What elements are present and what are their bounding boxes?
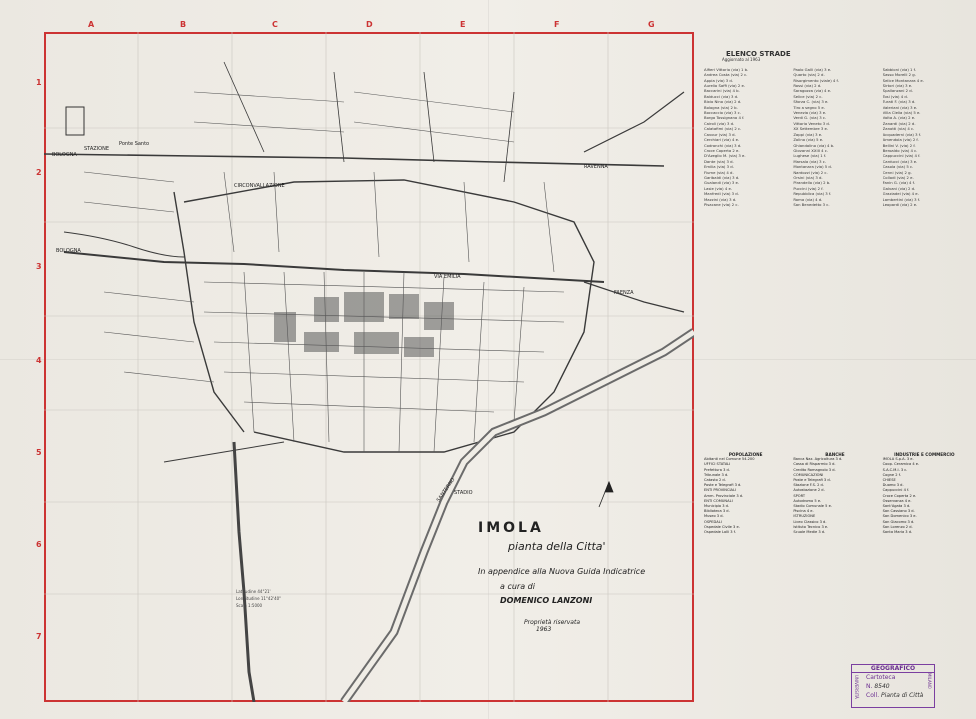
service-entry: Banca Naz. Agricoltura 3 d. [793, 457, 843, 462]
street-entry: Borgo Tossignano 4 f. [704, 115, 745, 121]
services-column-3 [883, 448, 966, 535]
map-title: IMOLA [478, 520, 544, 536]
street-entry: Valeriani (via) 3 e. [882, 104, 918, 110]
service-entry: Cogne 2 f. [882, 472, 901, 477]
station-label: STAZIONE [84, 146, 109, 152]
street-entry: Sirtori (via) 3 e. [882, 83, 913, 89]
service-entry: Biblioteca 3 d. [704, 509, 730, 514]
column-letter: A [88, 20, 95, 29]
guide-note: In appendice alla Nuova Guida Indicatrice [478, 567, 646, 576]
stadio-label: STADIO [454, 490, 473, 496]
street-entry: Zanotti (via) 4 c. [882, 126, 915, 132]
service-entry: SPORT [793, 493, 806, 498]
street-entry: Nardozzi (via) 2 c. [793, 169, 828, 175]
service-entry: COMUNICAZIONI [793, 472, 824, 477]
service-entry: Stadio Comunale 5 e. [793, 504, 832, 509]
street-entry: Acquaderni (via) 3 f. [882, 131, 922, 137]
map-title-block [478, 520, 678, 633]
river-inner [344, 332, 694, 702]
street-entry: Selice (via) 2 c. [793, 93, 823, 99]
street-entry: Galvani (via) 2 d. [882, 185, 916, 191]
service-entry: Osservanza 4 e. [882, 498, 912, 503]
row-number: 3 [36, 262, 42, 271]
service-entry: Piscina 4 e. [793, 509, 814, 514]
street-entry: Ghiandolino (via) 4 b. [793, 142, 835, 148]
coordinates-note [236, 588, 281, 609]
row-number: 5 [36, 448, 42, 457]
service-entry: Stazione F.S. 2 d. [793, 483, 824, 488]
street-entry: Bixio Nino (via) 2 d. [704, 99, 742, 105]
faenza-label: FAENZA [614, 290, 634, 296]
street-entry: Cappuccini (via) 4 f. [882, 153, 921, 159]
index-column-3 [883, 67, 966, 447]
street-entry: Lasie (via) 4 e. [704, 185, 732, 191]
service-entry: Liceo Classico 3 d. [793, 519, 827, 524]
services-index [704, 448, 966, 535]
street-entry: Dante (via) 3 d. [704, 158, 734, 164]
section-title: POPOLAZIONE [728, 452, 763, 457]
stamp-number-value: 8540 [874, 683, 890, 690]
row-number: 7 [36, 632, 42, 641]
longitude: Longitudine 11°42'40" [236, 596, 282, 601]
service-entry: Cassa di Risparmio 3 d. [793, 462, 836, 467]
map-subtitle: pianta della Citta' [508, 540, 606, 553]
street-entry: Cairoli (via) 3 d. [704, 120, 735, 126]
street-entry: Repubblica (via) 3 f. [793, 191, 832, 197]
service-entry: San Lorenzo 2 d. [882, 524, 913, 529]
street-entry: Paolo Galli (via) 3 e. [793, 66, 832, 72]
service-entry: Amm. Provinciale 3 d. [704, 493, 744, 498]
column-letter: G [648, 20, 655, 29]
street-entry: Marsala (via) 3 c. [793, 158, 827, 164]
street-entry: Graziadei (via) 4 e. [882, 191, 919, 197]
stamp-side-text: UNIVERSITÀ [854, 675, 859, 699]
service-entry: Ospedale Civile 3 e. [704, 524, 740, 529]
street-entry: Manfredi (via) 3 d. [704, 191, 739, 197]
street-entry: Calatafimi (via) 2 c. [704, 126, 742, 132]
street-entry: Pirandello (via) 2 b. [793, 180, 831, 186]
street-entry: Rossi (via) 2 d. [793, 83, 822, 89]
latitude: Latitudine 44°21' [236, 589, 271, 594]
street-entry: Pisacane (via) 2 c. [704, 201, 739, 207]
bologna-label: BOLOGNA [52, 152, 77, 158]
street-entry: Cerchiari (via) 4 e. [704, 137, 740, 143]
service-entry: Autostazione 2 d. [793, 488, 825, 493]
street-entry: Gualandi (via) 3 e. [704, 180, 740, 186]
row-number: 4 [36, 356, 42, 365]
street-entry: Carducci (via) 3 e. [882, 158, 918, 164]
street-entry: Lambertini (via) 3 f. [882, 196, 921, 202]
service-entry: UFFICI STATALI [704, 462, 731, 467]
street-entry: Sforza C. (via) 3 e. [793, 99, 829, 105]
service-entry: S.A.C.M.I. 3 c. [882, 467, 908, 472]
santerno-label: SANTERNO [435, 476, 457, 504]
stamp-header: GEOGRAFICO [852, 665, 934, 673]
street-entry: Zanardi (via) 2 d. [882, 120, 916, 126]
street-entry: Vittorio Veneto 3 d. [793, 120, 830, 126]
row-number: 6 [36, 540, 42, 549]
year-label: 1963 [536, 626, 552, 633]
compass-rose [599, 482, 613, 507]
street-entry: D'Azeglio M. (via) 3 e. [704, 153, 746, 159]
service-entry: Cappuccini 4 f. [882, 488, 910, 493]
street-index [704, 52, 966, 702]
services-column-2 [793, 448, 876, 535]
service-entry: Croce Coperta 2 e. [882, 493, 917, 498]
stamp-collection-row [852, 691, 934, 700]
street-entry: Boccaccio (via) 3 c. [704, 110, 741, 116]
curator-name: DOMENICO LANZONI [500, 596, 593, 605]
index-subtitle: Aggiornato al 1963 [722, 57, 761, 63]
street-entry: Roma (via) 4 d. [793, 196, 823, 202]
street-entry: Andrea Costa (via) 2 c. [704, 72, 748, 78]
street-entry: Cavour (via) 3 d. [704, 131, 736, 137]
street-entry: Fiume (via) 4 d. [704, 169, 734, 175]
services-column-1 [704, 448, 787, 535]
street-entry: Mazzini (via) 3 d. [704, 196, 737, 202]
service-entry: Tribunale 3 d. [704, 472, 729, 477]
column-letter: D [366, 20, 373, 29]
street-entry: Bellini V. (via) 2 f. [882, 142, 916, 148]
street-entry: Amendola (via) 2 f. [882, 137, 919, 143]
stamp-line: Cartoteca [866, 674, 896, 681]
street-entry: Casola (via) 5 c. [882, 164, 914, 170]
service-entry: ENTI COMUNALI [704, 498, 733, 503]
street-entry: Villa Clelia (via) 5 e. [882, 110, 921, 116]
street-entry: Balducci (via) 3 d. [704, 93, 739, 99]
service-entry: Scuole Medie 3 d. [793, 530, 826, 535]
index-title: ELENCO STRADE [726, 50, 791, 58]
service-entry: Abitanti nel Comune 54.200 [704, 457, 755, 462]
column-letter: E [460, 20, 466, 29]
circonvallazione-label: CIRCONVALLAZIONE [234, 183, 285, 189]
street-entry: Beroaldo (via) 4 c. [882, 147, 918, 153]
scale: Scala 1:5000 [236, 603, 263, 608]
street-entry: San Benedetto 3 c. [793, 201, 830, 207]
service-entry: Istituto Tecnico 3 e. [793, 524, 829, 529]
ravenna-label: RAVENNA [584, 164, 608, 170]
street-entry: Croce Coperta 2 e. [704, 147, 740, 153]
street-entry: Verdi G. (via) 3 c. [793, 115, 827, 121]
street-entry: Selice Montanara 4 e. [882, 77, 924, 83]
index-column-1 [704, 67, 787, 447]
property-note: Proprietà riservata [524, 619, 581, 626]
station-building [66, 107, 84, 135]
street-entry: Codronchi (via) 3 d. [704, 142, 742, 148]
row-number: 2 [36, 168, 42, 177]
row-number: 1 [36, 78, 42, 87]
library-stamp [851, 664, 935, 708]
street-entry: Sasso Morelli 2 g. [882, 72, 916, 78]
service-entry: Poste e Telegrafi 3 d. [704, 483, 742, 488]
street-entry: Fanin G. (via) 4 f. [882, 180, 915, 186]
street-entry: Alfieri Vittorio (via) 1 b. [704, 66, 749, 72]
stamp-side-text-2: MILANO [927, 673, 932, 689]
service-entry: Sant'Agata 3 d. [882, 504, 911, 509]
section-title: INDUSTRIE E COMMERCIO [894, 452, 955, 457]
service-entry: Ospedale Lolli 3 f. [704, 530, 736, 535]
service-entry: Prefettura 3 d. [704, 467, 730, 472]
street-entry: Puccini (via) 2 f. [793, 185, 824, 191]
bologna-label-2: BOLOGNA [56, 248, 81, 254]
street-entry: Saragozza (via) 4 e. [793, 88, 832, 94]
street-entry: Garibaldi (via) 3 d. [704, 174, 740, 180]
street-entry: Tosi (via) 4 d. [882, 93, 908, 99]
street-entry: Giovanni XXIII 4 c. [793, 147, 828, 153]
street-entry: Leopardi (via) 2 e. [882, 201, 918, 207]
street-grid [84, 92, 564, 452]
section-title: BANCHE [825, 452, 845, 457]
service-entry: Poste e Telegrafi 3 d. [793, 478, 831, 483]
service-entry: San Cassiano 3 d. [882, 509, 915, 514]
column-letter: F [554, 20, 560, 29]
stamp-number-row [852, 682, 934, 691]
santerno-river [344, 332, 694, 702]
street-entry: Baccarini (via) 4 b. [704, 88, 740, 94]
service-entry: Santa Maria 3 d. [882, 530, 913, 535]
street-entry: Volta A. (via) 2 e. [882, 115, 916, 121]
via-emilia-label: VIA EMILIA [434, 274, 461, 280]
service-entry: Autodromo 5 e. [793, 498, 822, 503]
street-entry: Quarto (via) 2 d. [793, 72, 825, 78]
service-entry: Duomo 3 d. [882, 483, 904, 488]
stamp-collection-label: Coll. [866, 692, 880, 699]
service-entry: San Domenico 3 e. [882, 514, 917, 519]
index-column-2 [793, 67, 876, 447]
service-entry: Municipio 3 d. [704, 504, 730, 509]
street-entry: Bologna (via) 2 b. [704, 104, 738, 110]
service-entry: CHIESE [882, 478, 896, 483]
service-entry: IMOLA S.p.A. 3 e. [882, 457, 914, 462]
street-entry: Venezia (via) 3 e. [793, 110, 827, 116]
street-entry: Collodi (via) 2 e. [882, 174, 914, 180]
stamp-collection-value: Pianta di Città [881, 692, 924, 699]
column-letter: B [180, 20, 187, 29]
map-labels [52, 141, 634, 503]
ponte-label: Ponte Santo [119, 141, 150, 147]
stamp-number-label: N. [866, 683, 873, 690]
street-entry: Emilia (via) 3 d. [704, 164, 734, 170]
street-entry: Zappi (via) 3 e. [793, 131, 823, 137]
street-entry: XX Settembre 3 e. [793, 126, 829, 132]
street-entry: Spallanzani 2 d. [882, 88, 913, 94]
street-entry: Montanara (via) 5 d. [793, 164, 833, 170]
service-entry: Credito Romagnolo 3 d. [793, 467, 836, 472]
service-entry: Museo 3 d. [704, 514, 724, 519]
street-entry: Lughese (via) 1 f. [793, 153, 827, 159]
service-entry: Catasto 2 d. [704, 478, 726, 483]
canal [234, 442, 254, 702]
service-entry: Coop. Ceramica 4 e. [882, 462, 920, 467]
street-entry: Orsini (via) 3 d. [793, 174, 823, 180]
curator-prefix: a cura di [500, 582, 535, 591]
service-entry: OSPEDALI [704, 519, 722, 524]
street-entry: Turati F. (via) 3 d. [882, 99, 916, 105]
street-entry: Aurelio Saffi (via) 2 e. [704, 83, 746, 89]
service-entry: San Giacomo 3 d. [882, 519, 915, 524]
service-entry: ISTRUZIONE [793, 514, 816, 519]
street-entry: Risorgimento (viale) 4 f. [793, 77, 839, 83]
street-entry: Sabbioni (via) 1 f. [882, 66, 916, 72]
street-entry: Zolino (via) 5 e. [793, 137, 824, 143]
column-letter: C [272, 20, 278, 29]
street-entry: Cenni (via) 2 g. [882, 169, 912, 175]
street-entry: Appia (via) 3 d. [704, 77, 734, 83]
street-entry: Tiro a segno 5 e. [793, 104, 825, 110]
service-entry: ENTI PROVINCIALI [704, 488, 737, 493]
